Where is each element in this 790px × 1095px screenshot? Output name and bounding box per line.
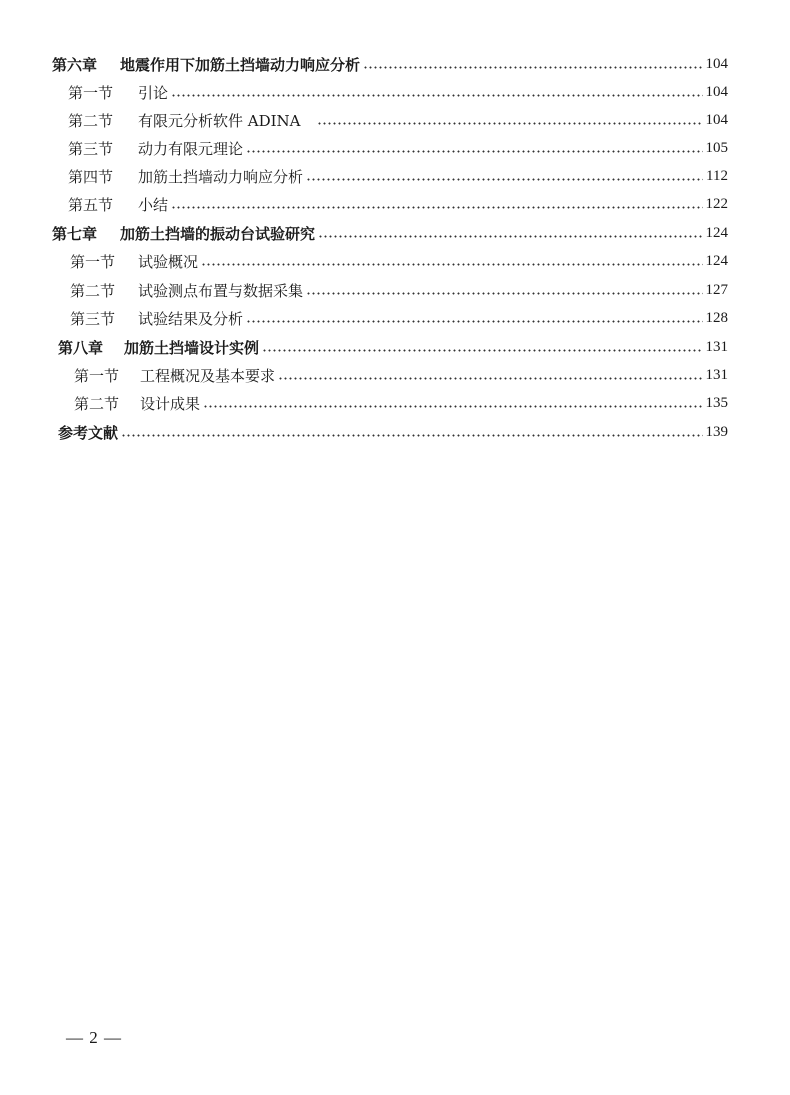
toc-page-number: 104 <box>705 83 728 100</box>
toc-chapter-row[interactable] <box>52 52 728 76</box>
toc-section-row[interactable] <box>70 278 728 302</box>
dot-leader <box>203 405 702 408</box>
toc-page-number: 112 <box>706 167 728 184</box>
toc-chapter-row[interactable] <box>52 221 728 245</box>
toc-section-label: 第二节 <box>74 394 120 413</box>
toc-page-number: 124 <box>705 252 728 269</box>
toc-entry-title: 加筋土挡墙设计实例 <box>124 338 260 357</box>
toc-entry-title: 引论 <box>138 83 169 102</box>
toc-section-row[interactable] <box>74 363 728 387</box>
toc-entry-title: 加筋土挡墙的振动台试验研究 <box>120 224 316 243</box>
toc-entry-title: 参考文献 <box>58 423 119 442</box>
toc-entry-title: 设计成果 <box>140 394 201 413</box>
toc-chapter-label: 第七章 <box>52 224 98 243</box>
toc-section-row[interactable] <box>70 306 728 330</box>
toc-page-number: 124 <box>705 224 728 241</box>
toc-page-number: 128 <box>705 309 728 326</box>
toc-entry-title: 动力有限元理论 <box>138 139 244 158</box>
toc-page-number: 104 <box>705 111 728 128</box>
toc-entry-title: 小结 <box>138 195 169 214</box>
toc-section-row[interactable] <box>74 391 728 415</box>
toc-section-row[interactable] <box>68 136 728 160</box>
toc-page-number: 131 <box>705 366 728 383</box>
toc-section-label: 第一节 <box>74 366 120 385</box>
toc-section-row[interactable] <box>68 192 728 216</box>
toc-section-row[interactable] <box>68 80 728 104</box>
dot-leader <box>171 206 702 209</box>
toc-page-number: 131 <box>705 338 728 355</box>
toc-page-number: 122 <box>705 195 728 212</box>
dot-leader <box>246 150 702 153</box>
dot-leader <box>121 434 702 437</box>
toc-references-row[interactable] <box>58 420 728 444</box>
toc-page-number: 127 <box>705 281 728 298</box>
toc-section-label: 第一节 <box>70 252 116 271</box>
dot-leader <box>317 122 703 125</box>
toc-entry-title: 试验概况 <box>138 252 199 271</box>
toc-chapter-row[interactable] <box>58 335 728 359</box>
dot-leader <box>201 263 702 266</box>
toc-entry-title: 试验结果及分析 <box>138 309 244 328</box>
toc-section-label: 第二节 <box>70 281 116 300</box>
dot-leader <box>306 178 703 181</box>
dot-leader <box>171 94 702 97</box>
toc-entry-title: 工程概况及基本要求 <box>140 366 276 385</box>
toc-page-number: 104 <box>705 55 728 72</box>
toc-entry-title: 地震作用下加筋土挡墙动力响应分析 <box>120 55 361 74</box>
toc-page-number: 139 <box>705 423 728 440</box>
toc-entry-title: 加筋土挡墙动力响应分析 <box>138 167 304 186</box>
dot-leader <box>306 292 702 295</box>
toc-section-label: 第四节 <box>68 167 114 186</box>
toc-chapter-label: 第八章 <box>58 338 104 357</box>
toc-section-row[interactable] <box>68 164 728 188</box>
toc-section-label: 第二节 <box>68 111 114 130</box>
dot-leader <box>318 235 702 238</box>
toc-entry-title: 有限元分析软件 ADINA <box>138 111 301 130</box>
dot-leader <box>278 377 702 380</box>
toc-section-label: 第一节 <box>68 83 114 102</box>
toc-page-number: 105 <box>705 139 728 156</box>
dot-leader <box>363 66 702 69</box>
dot-leader <box>262 349 702 352</box>
toc-chapter-label: 第六章 <box>52 55 98 74</box>
toc-page-number: 135 <box>705 394 728 411</box>
toc-section-label: 第三节 <box>70 309 116 328</box>
toc-section-row[interactable] <box>70 249 728 273</box>
toc-section-label: 第三节 <box>68 139 114 158</box>
page-number-footer: — 2 — <box>66 1028 122 1047</box>
toc-section-row[interactable] <box>68 108 728 132</box>
toc-entry-title: 试验测点布置与数据采集 <box>138 281 304 300</box>
dot-leader <box>246 320 702 323</box>
toc-section-label: 第五节 <box>68 195 114 214</box>
